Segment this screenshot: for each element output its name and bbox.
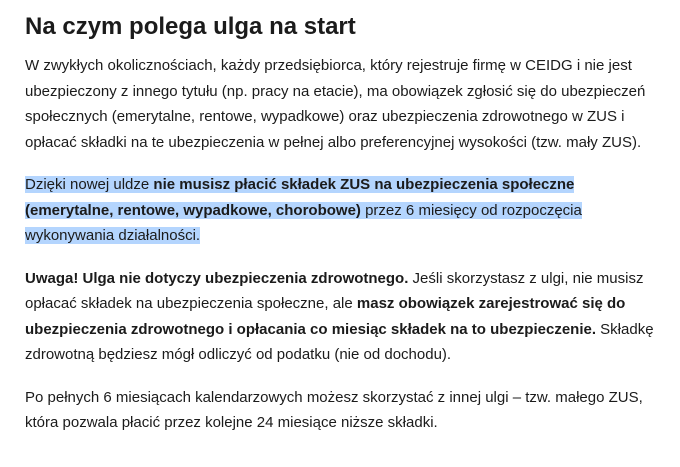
paragraph-warning [25, 266, 665, 368]
paragraph-intro: W zwykłych okolicznościach, każdy przedsiębiorca, który rejestruje firmę w CEIDG i nie jest ubezpieczony z innego tytułu (np. pracy na etacie), ma obowiązek zgłosić się do ubezpieczeń społecznych (emerytalne, rentowe, wypadkowe) oraz ubezpieczenia zdrowotnego w ZUS i opłacać składki na te ubezpieczenia w pełnej albo preferencyjnej wysokości (tzw. mały ZUS). [25, 57, 646, 151]
paragraph-small-zus: Po pełnych 6 miesiącach kalendarzowych możesz skorzystać z innej ulgi – tzw. małego ZUS, która pozwala płacić przez kolejne 24 miesiące niższe składki. [25, 388, 643, 431]
warning-text: Uwaga! Ulga nie dotyczy ubezpieczenia zdrowotnego. [25, 269, 409, 287]
bold-text: nie musisz płacić składek ZUS na ubezpieczenia społeczne (emerytalne, rentowe, wypadkowe, chorobowe) [25, 176, 575, 219]
article [25, 0, 665, 436]
paragraph-text: Jeśli skorzystasz z ulgi, nie musisz opłacać składek na ubezpieczenia społeczne, ale [25, 269, 644, 312]
section-heading: Na czym polega ulga na start [25, 13, 356, 40]
paragraph-text: Dzięki nowej uldze [25, 176, 154, 193]
paragraph-text: przez 6 miesięcy od rozpoczęcia wykonywania działalności. [25, 201, 582, 244]
bold-text: masz obowiązek zarejestrować się do ubezpieczenia zdrowotnego i opłacania co miesiąc składek na to ubezpieczenie. [25, 295, 626, 338]
paragraph-text: Składkę zdrowotną będziesz mógł odliczyć od podatku (nie od dochodu). [25, 320, 654, 363]
paragraph-relief-selected [25, 172, 665, 249]
selected-text [25, 176, 582, 244]
